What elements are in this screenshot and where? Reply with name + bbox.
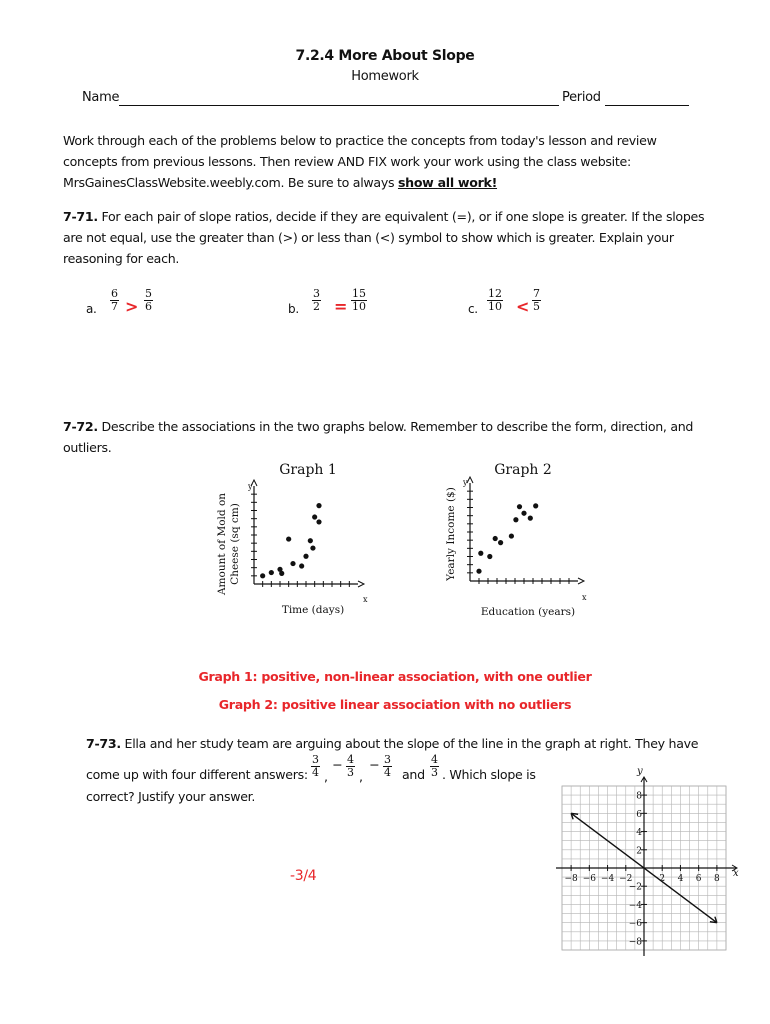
graph-2-data-point xyxy=(487,554,492,559)
graph-1-xlabel: Time (days) xyxy=(281,604,345,616)
y-tick-label: 4 xyxy=(636,828,642,839)
part-c-left-fraction xyxy=(487,288,503,313)
graph-2-y-arrow xyxy=(467,477,473,483)
graph-2-title: Graph 2 xyxy=(494,462,552,478)
list-comma: , xyxy=(324,769,328,784)
coordinate-graph xyxy=(552,764,748,960)
graph-1-data-point xyxy=(279,571,284,576)
name-field[interactable] xyxy=(119,105,559,106)
graph-1-plot-area xyxy=(251,480,364,587)
graph-2 xyxy=(440,456,620,626)
fraction-denominator: 6 xyxy=(145,300,152,313)
part-c-answer-symbol: < xyxy=(516,297,530,316)
fraction-numerator: 5 xyxy=(145,287,152,300)
x-tick-label: −8 xyxy=(564,874,578,884)
x-tick-label: 2 xyxy=(659,874,666,884)
page-subtitle: Homework xyxy=(351,69,419,84)
problem-72 xyxy=(63,416,713,458)
part-a-label: a. xyxy=(86,302,97,316)
y-tick-label: −2 xyxy=(628,882,642,893)
fraction-denominator: 3 xyxy=(346,766,354,779)
problem-71-text: For each pair of slope ratios, decide if they are equivalent (=), or if one slope is greater. If the slopes are not equal, use the greater than (>) or less than (<) symbol to show which is greater. Explain your reasoning for each. xyxy=(63,209,705,266)
coordinate-graph-x-axis-letter: x xyxy=(733,868,739,879)
graph-1-data-point xyxy=(290,561,295,566)
x-tick-label: −6 xyxy=(582,874,596,884)
graph-1-data-point xyxy=(299,563,304,568)
part-b-label: b. xyxy=(288,302,299,316)
coordinate-graph-plot-area xyxy=(556,777,737,956)
graph-2-data-point xyxy=(533,503,538,508)
graph-1-data-point xyxy=(316,503,321,508)
graph-2-data-point xyxy=(517,504,522,509)
problem-72-answer-1: Graph 1: positive, non-linear association, with one outlier xyxy=(198,669,592,684)
problem-71 xyxy=(63,206,713,269)
answer-option-1 xyxy=(311,754,320,779)
part-c-label: c. xyxy=(468,302,478,316)
graph-2-data-point xyxy=(528,516,533,521)
graph-2-data-point xyxy=(509,533,514,538)
and-word: and xyxy=(402,767,425,782)
y-tick-label: −8 xyxy=(628,937,642,948)
y-tick-label: −4 xyxy=(628,900,642,911)
y-tick-label: −6 xyxy=(628,919,642,930)
fraction-numerator: 4 xyxy=(431,753,438,766)
graph-1-data-point xyxy=(312,514,317,519)
answer-option-2 xyxy=(332,754,355,779)
graph-2-data-point xyxy=(521,511,526,516)
graph-2-y-axis-letter: y xyxy=(463,478,468,487)
graph-1-data-point xyxy=(303,554,308,559)
x-tick-label: 6 xyxy=(695,874,702,884)
graph-2-ylabel: Yearly Income ($) xyxy=(445,487,457,581)
y-tick-label: 2 xyxy=(636,846,642,857)
fraction-numerator: 3 xyxy=(312,753,319,766)
problem-73-number: 7-73. xyxy=(86,736,121,751)
graph-1-data-point xyxy=(310,545,315,550)
graph-1-data-point xyxy=(286,536,291,541)
problem-71-number: 7-71. xyxy=(63,209,98,224)
fraction-numerator: 6 xyxy=(111,287,118,300)
part-a-answer-symbol: > xyxy=(125,297,139,316)
fraction-denominator: 4 xyxy=(383,766,391,779)
problem-72-number: 7-72. xyxy=(63,419,98,434)
problem-73-text-1: Ella and her study team are arguing about the slope of the line in the graph at right. They have xyxy=(124,736,699,751)
fraction-denominator: 10 xyxy=(352,300,366,313)
graph-2-xlabel: Education (years) xyxy=(480,606,576,618)
list-comma: , xyxy=(359,769,363,784)
problem-73-answer: -3/4 xyxy=(290,868,317,884)
y-tick-label: 6 xyxy=(636,809,642,820)
graph-1-ylabel-line1: Amount of Mold on xyxy=(216,492,228,596)
part-b-left-fraction xyxy=(312,288,321,313)
period-field[interactable] xyxy=(605,105,689,106)
period-label: Period xyxy=(562,90,601,105)
intro-text: Work through each of the problems below to practice the concepts from today's lesson and review concepts from previous lessons. Then review AND FIX work your work using the class website: MrsGainesClassWebsite.weebly.com. Be sure to always xyxy=(63,133,657,190)
name-label: Name xyxy=(82,90,120,105)
graph-2-plot-area xyxy=(467,477,584,584)
answer-option-3 xyxy=(369,754,392,779)
fraction-denominator: 4 xyxy=(312,766,319,779)
coordinate-graph-y-axis-letter: y xyxy=(637,766,643,777)
graph-1-x-arrow xyxy=(358,581,364,587)
fraction-numerator: 3 xyxy=(313,287,320,300)
page-title: 7.2.4 More About Slope xyxy=(295,48,475,64)
graph-1-data-point xyxy=(308,538,313,543)
graph-2-data-point xyxy=(513,517,518,522)
problem-73-text-3: correct? Justify your answer. xyxy=(86,789,256,804)
fraction-numerator: 4 xyxy=(346,753,354,766)
graph-2-data-point xyxy=(478,551,483,556)
part-b-right-fraction xyxy=(351,288,367,313)
graph-1-data-point xyxy=(260,573,265,578)
x-tick-label: 4 xyxy=(677,874,684,884)
graph-1 xyxy=(210,456,400,624)
graph-1-y-axis-letter: y xyxy=(248,482,253,491)
fraction-numerator: 15 xyxy=(352,287,366,300)
graph-2-x-arrow xyxy=(578,578,584,584)
x-tick-label: −2 xyxy=(619,874,633,884)
problem-73-text-2-post: . Which slope is xyxy=(442,767,536,782)
fraction-denominator: 5 xyxy=(533,300,540,313)
part-c-right-fraction xyxy=(532,288,541,313)
problem-72-answer-2: Graph 2: positive linear association with no outliers xyxy=(218,697,572,712)
intro-paragraph xyxy=(63,130,713,193)
fraction-denominator: 3 xyxy=(431,766,438,779)
part-b-answer-symbol: = xyxy=(334,297,348,316)
fraction-numerator: 12 xyxy=(488,287,502,300)
x-tick-label: −4 xyxy=(600,874,615,884)
x-tick-label: 8 xyxy=(714,874,720,884)
fraction-numerator: 3 xyxy=(383,753,391,766)
graph-1-data-point xyxy=(316,519,321,524)
y-tick-label: 8 xyxy=(636,791,642,802)
fraction-denominator: 10 xyxy=(488,300,502,313)
graph-2-data-point xyxy=(493,536,498,541)
graph-1-ylabel-line2: Cheese (sq cm) xyxy=(229,503,241,585)
answer-option-4 xyxy=(430,754,439,779)
problem-73-line-1 xyxy=(86,733,706,754)
graph-1-data-point xyxy=(269,570,274,575)
graph-2-data-point xyxy=(476,569,481,574)
graph-2-x-axis-letter: x xyxy=(582,593,587,602)
answer-option-sign: − xyxy=(332,757,343,772)
fraction-denominator: 2 xyxy=(313,300,320,313)
fraction-numerator: 7 xyxy=(533,287,540,300)
part-a-left-fraction xyxy=(110,288,119,313)
graph-1-x-axis-letter: x xyxy=(363,595,368,604)
answer-option-sign: − xyxy=(369,757,380,772)
problem-73-line-2 xyxy=(86,754,556,790)
fraction-denominator: 7 xyxy=(111,300,118,313)
problem-72-text: Describe the associations in the two graphs below. Remember to describe the form, direction, and outliers. xyxy=(63,419,694,455)
graph-1-title: Graph 1 xyxy=(279,462,337,478)
intro-emphasis: show all work! xyxy=(397,175,498,190)
part-a-right-fraction xyxy=(144,288,153,313)
graph-2-data-point xyxy=(498,540,503,545)
problem-73-text-2: come up with four different answers: xyxy=(86,767,308,782)
